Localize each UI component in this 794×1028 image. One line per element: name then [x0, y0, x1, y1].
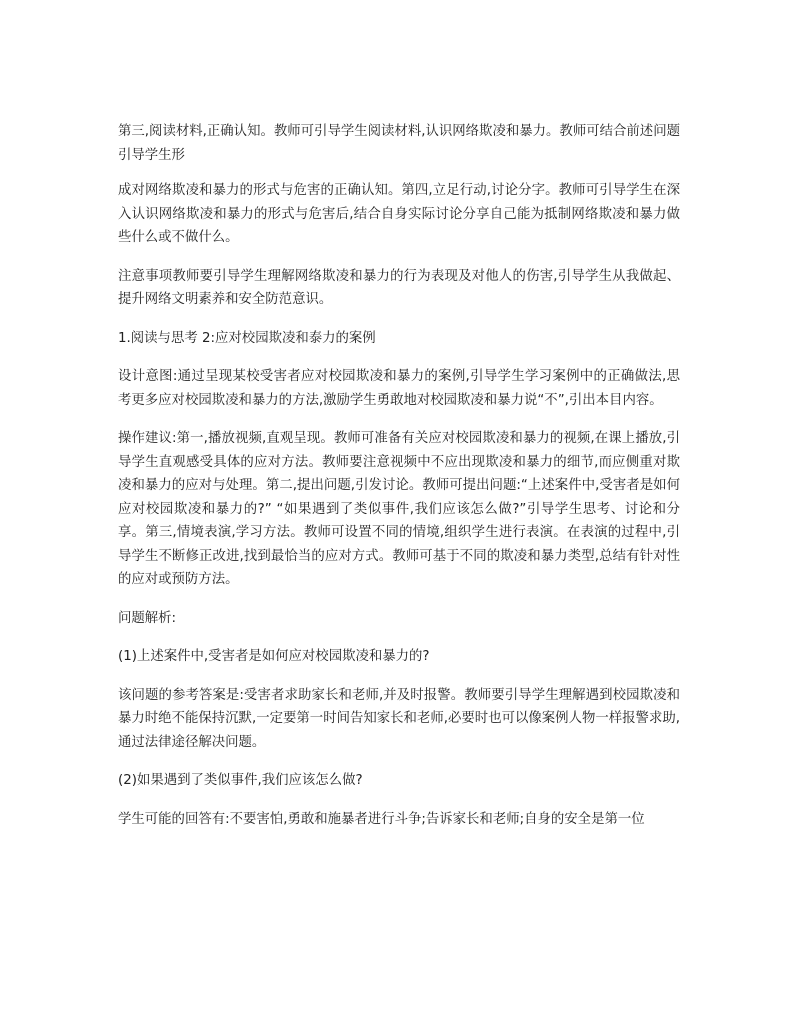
- paragraph-notes: 注意事项教师要引导学生理解网络欺凌和暴力的行为表现及对他人的伤害,引导学生从我做起、提升网络文明素养和安全防范意识。: [118, 268, 680, 307]
- document-page: [118, 120, 680, 846]
- section-heading-reading-2: 1.阅读与思考 2:应对校园欺凌和泰力的案例: [118, 330, 376, 346]
- question-2: (2)如果遇到了类似事件,我们应该怎么做?: [118, 773, 363, 788]
- heading-question-analysis: 问题解析:: [118, 610, 177, 626]
- paragraph-step-four: 成对网络欺凌和暴力的形式与危害的正确认知。第四,立足行动,讨论分字。教师可引导学生在深入认识网络欺凌和暴力的形式与危害后,结合自身实际讨论分享自己能为抵制网络欺凌和暴力做些什么或不做什么。: [118, 183, 680, 245]
- paragraph-step-three: 第三,阅读材料,正确认知。教师可引导学生阅读材料,认识网络欺凌和暴力。教师可结合前述问题引导学生形: [118, 124, 680, 163]
- answer-1: 该问题的参考答案是:受害者求助家长和老师,并及时报警。教师要引导学生理解遇到校园欺凌和暴力时绝不能保持沉默,一定要第一时间告知家长和老师,必要时也可以像案例人物一样报警求助,通过法律途径解决问题。: [118, 687, 680, 750]
- question-1: (1)上述案件中,受害者是如何应对校园欺凌和暴力的?: [118, 649, 430, 664]
- answer-2: 学生可能的回答有:不要害怕,勇敢和施暴者进行斗争;告诉家长和老师;自身的安全是第一位: [118, 811, 645, 827]
- paragraph-design-intent: 设计意图:通过呈现某校受害者应对校园欺凌和暴力的案例,引导学生学习案例中的正确做法,思考更多应对校园欺凌和暴力的方法,激励学生勇敢地对校园欺凌和暴力说“不”,引出本目内容。: [118, 369, 680, 408]
- paragraph-operation-suggestion: 操作建议:第一,播放视频,直观呈现。教师可准备有关应对校园欺凌和暴力的视频,在课上播放,引导学生直观感受具体的应对方法。教师要注意视频中不应出现欺凌和暴力的细节,而应侧重对欺凌和暴力的应对与处理。第二,提出问题,引发讨论。教师可提出问题:“上述案件中,受害者是如何应对校园欺凌和暴力的?” “如果遇到了类似事件,我们应该怎么做?”引导学生思考、讨论和分享。第三,情境表演,学习方法。教师可设置不同的情境,组织学生进行表演。在表演的过程中,引导学生不断修正改进,找到最恰当的应对方式。教师可基于不同的欺凌和暴力类型,总结有针对性的应对或预防方法。: [118, 431, 680, 587]
